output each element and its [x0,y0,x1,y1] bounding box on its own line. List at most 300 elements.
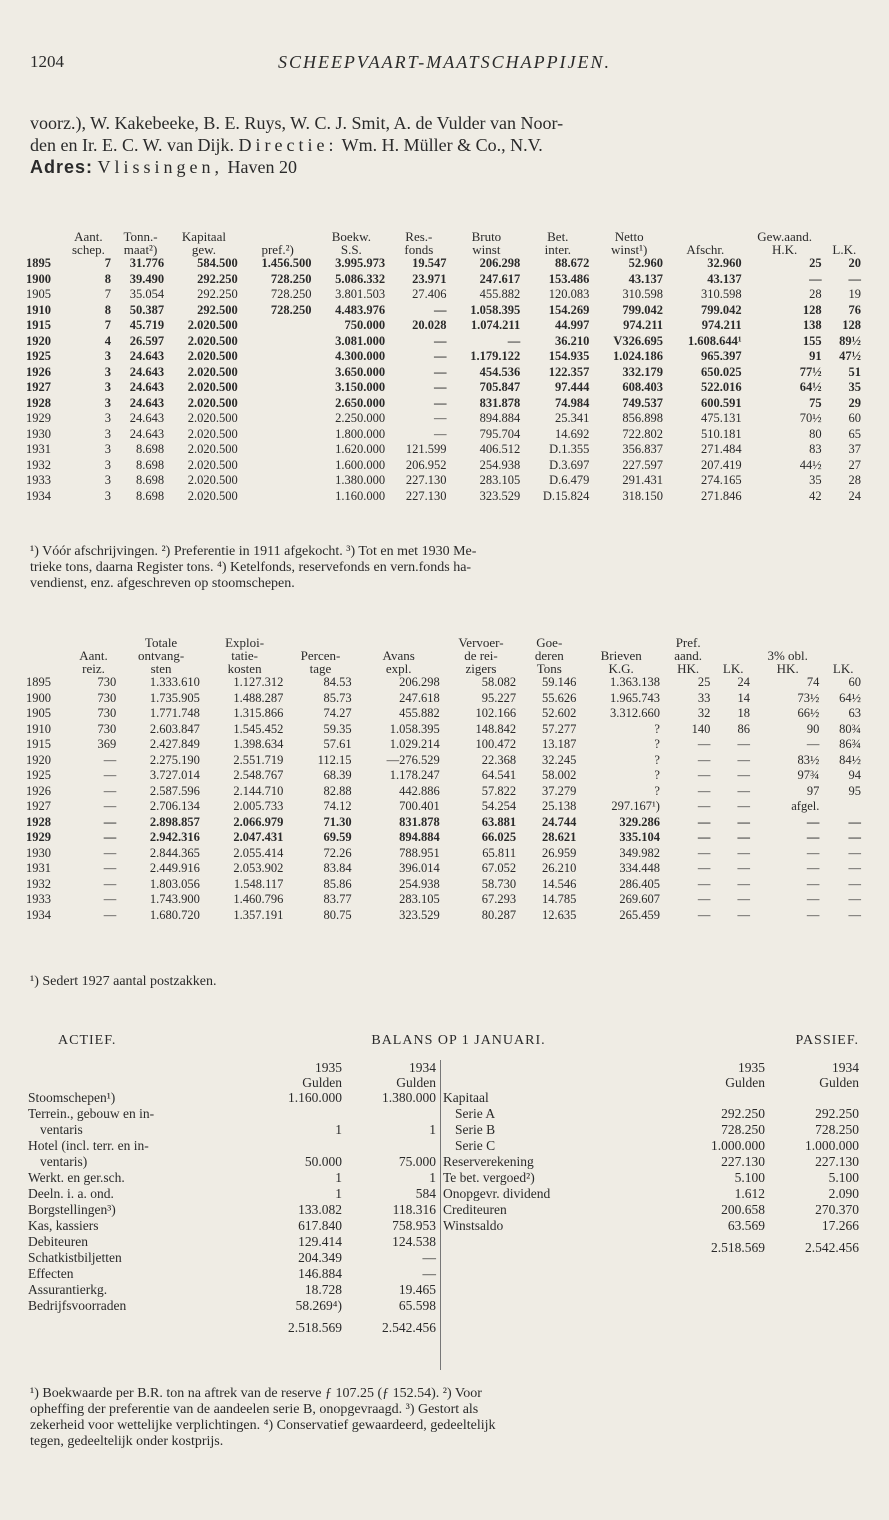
table-cell [241,442,315,458]
table-cell: 24 [848,488,861,503]
table-cell: 74.27 [323,706,352,720]
column-header: Totale [144,635,178,650]
table-cell: 522.016 [701,380,742,394]
balance-value-1934: 5.100 [828,1170,859,1185]
table-cell: — [697,892,711,906]
balance-label: Crediteuren [443,1202,507,1217]
table-cell: 454.536 [479,364,521,379]
currency-1935: Gulden [302,1075,342,1090]
table-cell: 50.387 [129,302,165,317]
table-row [26,877,864,893]
table-cell: 57.822 [481,783,517,798]
table-cell: 227.130 [405,488,447,503]
table-cell: 44.997 [554,318,590,332]
table-cell: 76 [848,302,861,317]
table-cell: 292.250 [197,271,238,286]
table-cell: 2.053.902 [233,861,284,875]
year-cell: 1910 [26,302,51,317]
balance-value-1935: 1 [335,1170,342,1185]
table-cell: 83.77 [323,892,352,906]
balance-value-1934: 1.380.000 [382,1090,436,1105]
table-cell: 207.419 [701,457,742,472]
column-header: Tonn.- [123,229,158,244]
column-header: Brieven [600,648,642,663]
table-cell: 323.529 [399,907,440,922]
balance-value-1935: 200.658 [721,1202,765,1217]
table-cell: — [434,411,447,425]
table-cell: 271.484 [701,442,742,456]
table-cell: — [434,426,447,441]
table-cell: — [806,861,820,875]
table-cell: 102.166 [475,706,517,720]
table-cell: 155 [802,333,822,348]
table-cell: 227.597 [622,457,664,472]
balance-row [26,1250,438,1266]
table-cell: 72.26 [323,845,352,860]
table-cell [241,489,315,505]
intro-line [30,134,865,156]
column-header [26,662,68,675]
balance-row [441,1154,861,1170]
table-cell: 1.178.247 [389,768,440,782]
table-cell: — [806,830,820,844]
column-header: reiz. [82,661,105,676]
balance-value-1935: 129.414 [298,1234,342,1249]
balance-value-1935: 728.250 [721,1122,765,1137]
table-row [26,489,864,505]
table-cell: 2.020.500 [187,426,238,441]
column-header: de rei- [464,648,498,663]
balance-total-row [441,1234,861,1256]
table-cell: 43.137 [707,271,742,286]
table-cell: 24 [737,675,751,689]
column-header: zigers [465,661,497,676]
table-cell [241,334,315,350]
table-cell: 86¾ [839,737,861,751]
balance-label: Deeln. i. a. ond. [28,1186,114,1201]
balance-row [441,1186,861,1202]
balance-label: Werkt. en ger.sch. [28,1170,125,1185]
footnote-line: ¹) Vóór afschrijvingen. ²) Preferentie in 1911 afgekocht. ³) Tot en met 1930 Me- [30,544,477,559]
balance-row [441,1218,861,1234]
table-cell: 455.882 [479,287,521,301]
year-cell: 1915 [26,737,51,751]
column-header: aand. [674,648,703,663]
table-cell: ? [654,768,660,782]
table-cell: 1.545.452 [233,721,284,736]
table-cell: 292.500 [197,302,238,317]
table-cell: 1.488.287 [233,690,284,705]
balance-value-1935: 18.728 [304,1282,342,1297]
table-cell: 2.020.500 [187,349,238,363]
table-cell: 5.086.332 [335,271,386,286]
table-cell: 406.512 [479,442,521,456]
table-cell: 71.30 [323,814,352,829]
table-row [26,303,864,319]
table-cell: — [697,876,711,891]
table-cell: 3 [104,364,111,379]
table-cell: 91 [809,349,822,363]
table-cell: 1.735.905 [149,690,200,705]
column-header: K.G. [608,661,634,676]
table-cell: 24.744 [542,814,577,829]
table-cell: 297.167¹) [611,799,660,813]
table-cell: 59.35 [323,721,352,736]
table-cell: 24.643 [129,426,165,441]
table-cell: — [848,814,861,829]
footnote-line: zekerheid voor wettelijke verplichtingen. ⁴) Conservatief gewaardeerd, gedeeltelijk [30,1418,496,1433]
year-cell: 1925 [26,349,51,363]
balance-row [26,1138,438,1154]
table-row [26,287,864,303]
table-cell: 1.965.743 [609,690,660,705]
footnote-line: ¹) Sedert 1927 aantal postzakken. [30,974,217,989]
table-cell: 2.427.849 [149,737,200,751]
table-cell: 475.131 [701,411,742,425]
table-cell: 332.179 [622,364,664,379]
balance-label: Onopgevr. dividend [443,1186,551,1201]
table-cell: 1.743.900 [149,892,200,906]
table-cell: 24.643 [129,349,165,363]
table-cell: — [737,907,751,922]
table-row [26,722,864,738]
table-cell: 39.490 [129,271,165,286]
balance-label: Winstsaldo [443,1218,504,1233]
table-cell: 3 [104,457,111,472]
table-cell: 7 [104,287,111,301]
table-cell: — [737,783,751,798]
table-row [26,908,864,924]
table-cell: ? [654,737,660,751]
table-row [26,861,864,877]
year-cell: 1910 [26,721,51,736]
footnote-line: tegen, gedeeltelijk onder kostprijs. [30,1434,224,1449]
table-cell: 3 [104,426,111,441]
intro-text [30,112,865,178]
currency-1934: Gulden [396,1075,436,1090]
year-cell: 1930 [26,845,51,860]
currency-1935: Gulden [725,1075,765,1090]
table-cell [241,458,315,474]
table-cell: 3 [104,473,111,487]
column-header: Vervoer- [458,635,504,650]
year-cell: 1895 [26,256,51,270]
table-cell: — [434,364,447,379]
table-cell: 122.357 [548,364,590,379]
table-cell: 94 [848,768,861,782]
table-cell: 83.84 [323,861,352,875]
column-header: kosten [227,661,262,676]
directie-value: Wm. H. Müller & Co., N.V. [341,135,543,155]
column-header: expl. [385,661,412,676]
year-cell: 1933 [26,473,51,487]
balance-heading [58,1033,859,1053]
table-cell: 974.211 [701,318,742,332]
running-title: SCHEEPVAART-MAATSCHAPPIJEN. [277,52,612,72]
table-cell: 705.847 [479,380,521,394]
table-cell: 66½ [797,706,820,720]
table-cell: 80.287 [481,907,517,922]
table-cell: — [806,876,820,891]
table-cell: 271.846 [701,488,742,503]
table-cell: 2.603.847 [149,721,200,736]
balance-liabilities [440,1060,861,1370]
table-cell: 8.698 [135,457,165,472]
table-cell: 35.054 [129,287,165,301]
table-cell: 2.650.000 [335,395,386,410]
table-cell: 55.626 [542,690,577,705]
balance-row [441,1170,861,1186]
table-cell: 33 [697,690,711,705]
table-cell: 749.537 [622,395,664,410]
year-cell: 1905 [26,706,51,720]
table-cell: 3 [104,380,111,394]
footnote-line: trieke tons, daarna Register tons. ⁴) Ketelfonds, reservefonds en vern.fonds ha- [30,560,472,575]
balance-value-1934: 227.130 [815,1154,859,1169]
balance-row [26,1298,438,1314]
balance-value-1934: 75.000 [398,1154,436,1169]
table-cell: 64½ [799,380,822,394]
year-cell: 1926 [26,783,51,798]
balance-col-header [26,1060,438,1075]
table-cell: 730 [97,675,117,689]
balance-row [26,1154,438,1170]
balance-total-spacer [441,1234,673,1256]
column-header: winst [472,242,501,257]
year-cell: 1931 [26,861,51,875]
table-cell: 1.058.395 [470,302,521,317]
column-header: pref.²) [261,242,294,257]
table-cell: 2.144.710 [233,783,284,798]
table-cell: 4 [104,333,111,348]
table-cell: 27 [848,457,861,472]
table-row [26,365,864,381]
footnote-line: vendienst, enz. afgeschreven op stoomschepen. [30,576,295,591]
column-header: Exploi- [225,635,265,650]
balance-label: Borgstellingen³) [28,1202,116,1217]
table-row [26,737,864,753]
table-cell: 1.029.214 [389,737,440,751]
table-cell: 2.942.316 [149,830,200,844]
table-cell: 4.300.000 [335,349,386,363]
table-cell: 722.802 [622,426,664,441]
table-row [26,815,864,831]
table-cell: 8.698 [135,488,165,503]
year-cell: 1934 [26,488,51,503]
table-cell: 283.105 [399,892,440,906]
table-cell: — [848,907,861,922]
column-header: Boekw. [331,229,371,244]
table-cell [822,799,864,815]
table-cell: — [848,830,861,844]
column-header: Kapitaal [181,229,226,244]
table-row [26,380,864,396]
table-cell: 69.59 [323,830,352,844]
table-cell: 45.719 [129,318,165,332]
table-cell: 154.935 [548,349,590,363]
table-cell: 2.066.979 [233,814,284,829]
year-cell: 1929 [26,411,51,425]
balance-value-1935 [250,1138,344,1154]
table-row [26,458,864,474]
table-cell: 27.406 [412,287,447,301]
table-cell: D.6.479 [549,473,590,487]
table-cell: — [806,845,820,860]
table-cell: 26.959 [542,845,577,860]
table-cell: — [103,799,117,813]
table-cell: 4.483.976 [335,302,386,317]
table-cell: — [697,752,711,767]
balance-value-1935: 146.884 [298,1266,342,1281]
year-1934: 1934 [409,1060,436,1075]
table-cell: 356.837 [622,442,664,456]
table-cell: D.1.355 [549,442,590,456]
balance-value-1934: 1 [429,1170,436,1185]
table-cell: — [697,814,711,829]
table-cell: — [737,876,751,891]
table-cell: 84½ [839,752,861,767]
column-header: Pref. [675,635,701,650]
year-cell: 1926 [26,364,51,379]
table-cell: 1.800.000 [335,426,386,441]
table-cell: 95.227 [481,690,517,705]
balance-label: ventaris [40,1122,83,1137]
balance-label: Serie A [455,1106,496,1121]
table-cell: 1.127.312 [233,675,284,689]
table-cell: 3 [104,395,111,410]
table-cell: 24.643 [129,411,165,425]
table-cell: 310.598 [701,287,742,301]
table-cell: ? [654,752,660,767]
table-cell [241,411,315,427]
table-cell: 1.024.186 [613,349,664,363]
table-cell: 28.621 [542,830,577,844]
balance-value-1935: 50.000 [304,1154,342,1169]
table-cell: 329.286 [619,814,660,829]
table-row [26,892,864,908]
table-cell: 42 [809,488,822,503]
table-cell: 14.692 [554,426,590,441]
balance-row [26,1186,438,1202]
column-header: sten [150,661,172,676]
table-cell: 89½ [839,333,861,348]
table-cell: D.3.697 [549,457,590,472]
balance-label: Hotel (incl. terr. en in- [28,1138,149,1153]
balance-value-1935: 227.130 [721,1154,765,1169]
table-cell: 63.881 [481,814,517,829]
table-cell: 442.886 [399,783,440,798]
balance-label: Te bet. vergoed²) [443,1170,535,1185]
table-cell: 8.698 [135,473,165,487]
balance-total-1934: 2.542.456 [382,1320,436,1335]
table-cell: 153.486 [548,271,590,286]
table-cell: — [737,861,751,875]
balance-row [26,1282,438,1298]
footnotes-table1 [30,544,860,592]
table-cell: 1.380.000 [335,473,386,487]
table-cell: 37.279 [542,783,577,798]
table-cell: 1.680.720 [149,907,200,922]
table-cell: 1.179.122 [470,349,521,363]
table-cell: — [737,814,751,829]
table-cell: 2.005.733 [233,799,284,813]
intro-line: voorz.), W. Kakebeeke, B. E. Ruys, W. C. J. Smit, A. de Vulder van Noor- [30,113,564,133]
balance-title: BALANS OP 1 JANUARI. [371,1033,546,1048]
table-cell: 148.842 [475,721,517,736]
balance-label: Stoomschepen¹) [28,1090,116,1105]
table-cell: 1.548.117 [233,876,284,891]
table-cell: 396.014 [399,861,440,875]
balance-assets [26,1060,438,1336]
table-cell: 24.643 [129,395,165,410]
column-header: LK. [722,661,744,676]
table-cell: 26.210 [542,861,577,875]
table-cell: 3 [104,349,111,363]
balance-label: Kas, kassiers [28,1218,99,1233]
table-cell: 274.165 [701,473,742,487]
table-cell: 64.541 [481,768,517,782]
balance-total-1935: 2.518.569 [288,1320,342,1335]
table-cell: 66.025 [481,830,517,844]
table-cell: 2.551.719 [233,752,284,767]
table-row [26,334,864,350]
table-cell: 728.250 [270,302,312,317]
year-cell: 1925 [26,768,51,782]
table-cell: 831.878 [399,814,440,829]
table-cell: 20.028 [412,318,447,332]
column-header: Res.- [405,229,433,244]
table-cell: 14 [737,690,751,705]
balance-value-1934: 1 [429,1122,436,1137]
table-cell: 140 [691,721,711,736]
table-cell: 455.882 [399,706,440,720]
table-cell: 254.938 [399,876,440,891]
table-cell: 97.444 [554,380,590,394]
adres-street: Haven 20 [227,157,298,177]
balance-row [26,1090,438,1106]
table-cell: — [697,861,711,875]
column-header: Bet. [547,229,569,244]
table-cell: 29 [848,395,861,410]
balance-value-1935: 1.612 [734,1186,765,1201]
table-cell: 608.403 [622,380,664,394]
table-cell: 70½ [799,411,822,425]
table-cell: 965.397 [701,349,742,363]
balance-col-header [26,1075,438,1090]
table-row [26,768,864,784]
table-cell: 1.608.644¹ [687,333,742,348]
balance-row [26,1106,438,1122]
balance-row [441,1202,861,1218]
table-cell: 730 [97,706,117,720]
table-cell: 43.137 [628,271,664,286]
column-header [26,243,63,256]
table-cell: 2.548.767 [233,768,284,782]
table-cell: 286.405 [619,876,660,891]
balance-value-1934: 1.000.000 [805,1138,859,1153]
year-cell: 1895 [26,675,51,689]
table-cell: 247.618 [399,690,440,705]
table-cell: ? [654,721,660,736]
table-cell: 35 [848,380,861,394]
table-cell: 3.650.000 [335,364,386,379]
table-cell: 82.88 [323,783,352,798]
table-cell: 68.39 [323,768,352,782]
year-cell: 1932 [26,876,51,891]
table-cell: 84.53 [323,675,352,689]
column-header: ontvang- [137,648,185,663]
balance-label: Serie B [455,1122,496,1137]
